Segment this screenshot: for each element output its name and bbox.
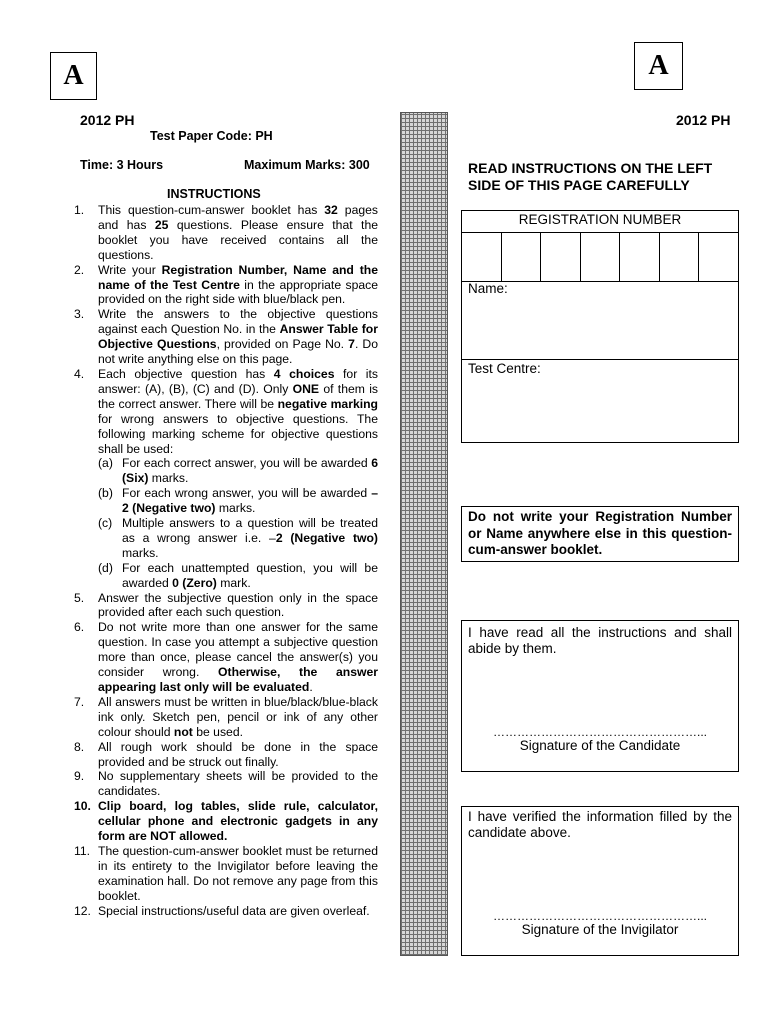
set-code-box-left — [50, 52, 97, 100]
invigilator-declaration-text: I have verified the information filled by the candidate above. — [468, 809, 732, 840]
registration-number-cell[interactable] — [502, 233, 542, 281]
warning-text: Do not write your Registration Number or Name anywhere else in this question-cum-answer booklet. — [468, 509, 732, 557]
time-allowed: Time: 3 Hours — [80, 158, 164, 172]
instruction-item: 9. No supplementary sheets will be provided to the candidates. — [74, 769, 378, 799]
warning-box — [461, 506, 739, 562]
instruction-item: 3. Write the answers to the objective questions against each Question No. in the Answer Table for Objective Questions, provided on Page No. 7. Do not write anything else on this page. — [74, 307, 378, 367]
instruction-item: 7. All answers must be written in blue/black/blue-black ink only. Sketch pen, pencil or ink of any other colour should not be used. — [74, 694, 378, 739]
instruction-item: 12. Special instructions/useful data are given overleaf. — [74, 903, 370, 918]
page-divider-strip — [400, 112, 448, 956]
registration-box — [461, 210, 739, 443]
instruction-item: 1. This question-cum-answer booklet has 32 pages and has 25 questions. Please ensure that the booklet you have received contains all the questions. — [74, 203, 378, 262]
set-code-box-right — [634, 42, 683, 90]
test-centre-label: Test Centre: — [468, 361, 541, 376]
registration-number-cell[interactable] — [660, 233, 700, 281]
invigilator-signature-line[interactable]: ……………………………………………... — [492, 909, 707, 923]
instructions-heading: INSTRUCTIONS — [167, 187, 261, 201]
marking-scheme-item: (b) For each wrong answer, you will be awarded –2 (Negative two) marks. — [98, 486, 378, 516]
marking-scheme-item: (a) For each correct answer, you will be awarded 6 (Six) marks. — [98, 456, 378, 486]
name-field[interactable] — [462, 281, 738, 359]
candidate-declaration-box — [461, 620, 739, 772]
marking-scheme-item: (d) For each unattempted question, you will be awarded 0 (Zero) mark. — [98, 560, 378, 590]
right-year-code: 2012 PH — [676, 112, 731, 128]
read-instructions-notice: READ INSTRUCTIONS ON THE LEFT SIDE OF THIS PAGE CAREFULLY — [468, 160, 713, 193]
registration-number-cells — [462, 232, 738, 282]
candidate-declaration-text: I have read all the instructions and shall abide by them. — [468, 625, 732, 656]
candidate-signature-label: Signature of the Candidate — [519, 738, 681, 753]
registration-number-label: REGISTRATION NUMBER — [518, 212, 682, 227]
registration-number-cell[interactable] — [620, 233, 660, 281]
instruction-item: 4. Each objective question has 4 choices for its answer: (A), (B), (C) and (D). Only ONE of them is the correct answer. There will be negative marking for wrong answers to objective questions. The following marking scheme for objective questions shall be used: (a) For each correct answer, you will be awarded 6 (Six) marks. (b) For each wrong answer, you will be awarded –2 (Negative two) marks. (c) Multiple answers to a question will be treated as a wrong answer i.e. –2 (Negative two) marks. (d) For each unattempted question, you will be awarded 0 (Zero) mark. — [74, 366, 379, 590]
invigilator-declaration-box — [461, 806, 739, 956]
registration-number-cell[interactable] — [581, 233, 621, 281]
set-code-right: A — [648, 50, 669, 81]
name-label: Name: — [468, 281, 508, 296]
registration-number-cell[interactable] — [462, 233, 502, 281]
instructions-list — [68, 203, 378, 919]
instruction-item: 8. All rough work should be done in the space provided and be struck out finally. — [74, 739, 378, 769]
maximum-marks: Maximum Marks: 300 — [244, 158, 370, 172]
paper-code-line: Test Paper Code: PH — [150, 129, 273, 143]
instruction-item: 5. Answer the subjective question only in the space provided after each such question. — [74, 590, 378, 620]
test-centre-field[interactable] — [462, 360, 738, 442]
instruction-item: 6. Do not write more than one answer for the same question. In case you attempt a subjective question more than once, please cancel the answer(s) you consider wrong. Otherwise, the answer appearing last only will be evaluated. — [74, 620, 379, 694]
instruction-item: 11. The question-cum-answer booklet must be returned in its entirety to the Invigilator before leaving the examination hall. Do not remove any page from this booklet. — [74, 843, 378, 903]
registration-number-cell[interactable] — [699, 233, 738, 281]
instruction-item: 10. Clip board, log tables, slide rule, calculator, cellular phone and electronic gadgets in any form are NOT allowed. — [74, 799, 378, 844]
left-year-code: 2012 PH — [80, 112, 135, 128]
marking-scheme-item: (c) Multiple answers to a question will be treated as a wrong answer i.e. –2 (Negative two) marks. — [98, 516, 378, 560]
candidate-signature-line[interactable]: ……………………………………………... — [492, 725, 707, 739]
invigilator-signature-label: Signature of the Invigilator — [521, 922, 679, 937]
marking-scheme-list — [98, 456, 378, 590]
set-code-left: A — [63, 60, 84, 91]
instruction-item: 2. Write your Registration Number, Name and the name of the Test Centre in the appropriate space provided on the right side with blue/black pen. — [74, 262, 378, 307]
registration-number-cell[interactable] — [541, 233, 581, 281]
